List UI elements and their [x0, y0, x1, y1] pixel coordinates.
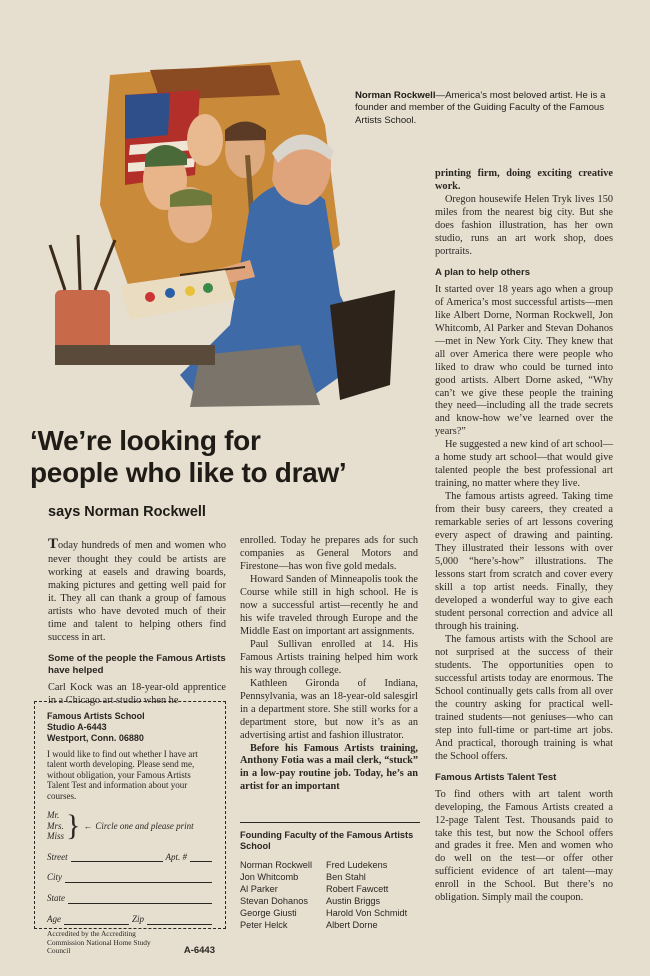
- faculty-name: Robert Fawcett: [326, 884, 389, 895]
- faculty-name: Austin Briggs: [326, 896, 381, 907]
- paragraph: Oregon housewife Helen Tryk lives 150 miles from the nearest big city. But she does fashion illustration, has her own studio, runs an art work shop, does portraits.: [435, 193, 613, 257]
- faculty-name: Stevan Dohanos: [240, 896, 308, 907]
- faculty-name: Norman Rockwell: [240, 860, 312, 871]
- faculty-name: Albert Dorne: [326, 919, 378, 930]
- paragraph: Howard Sanden of Minneapolis took the Course while still in high school. He is now a successful artist—recently he and his wife traveled through Europe and the Middle East on important art assignments.: [240, 573, 418, 637]
- headline-line-1: ‘We’re looking for: [30, 425, 261, 456]
- intro-paragraph: Today hundreds of men and women who never thought they could be artists are working at easels and drawing boards, making pictures and getting well paid for it. They all can thank a group of famous artists who have devoted much of their time and talent to helping others find success in art.: [48, 536, 226, 643]
- street-field[interactable]: Street Apt. #: [47, 852, 215, 863]
- headline: [30, 425, 430, 490]
- title-mr[interactable]: Mr.: [47, 810, 60, 821]
- paragraph: Paul Sullivan enrolled at 14. His Famous Artists training helped him work his way through college.: [240, 638, 418, 676]
- coupon-code: A-6443: [183, 944, 215, 956]
- founding-faculty-box: [240, 822, 420, 932]
- paragraph: He suggested a new kind of art school—a home study art school—that would give talented people the best professional art training, no matter where they live.: [435, 439, 613, 490]
- section-heading-plan: A plan to help others: [435, 266, 531, 278]
- mail-coupon[interactable]: [34, 701, 226, 956]
- faculty-name: Harold Von Schmidt: [326, 907, 408, 918]
- circle-instruction: Circle one and please print: [95, 820, 194, 831]
- faculty-name: Ben Stahl: [326, 872, 366, 883]
- city-field[interactable]: City: [47, 872, 215, 883]
- paragraph: To find others with art talent worth developing, the Famous Artists created a 12-page Talent Test. Thousands paid to take this test, but now the School offers and grades it free. Men and women who do well on the test—or offer other sufficient evidence of art talent—may enroll in the School. But there’s no obligation. Simply mail the coupon.: [435, 788, 613, 904]
- title-selector[interactable]: [47, 810, 215, 841]
- faculty-name: Jon Whitcomb: [240, 872, 299, 883]
- section-heading-talent-test: Famous Artists Talent Test: [435, 771, 557, 783]
- title-miss[interactable]: Miss: [47, 831, 65, 842]
- faculty-name: Al Parker: [240, 884, 278, 895]
- coupon-address: Famous Artists School Studio A-6443 Westport, Conn. 06880: [47, 711, 145, 743]
- age-zip-field[interactable]: Age Zip: [47, 914, 215, 925]
- accreditation: Accredited by the Accrediting Commission National Home Study Council A-6443: [47, 928, 215, 956]
- subhead: says Norman Rockwell: [48, 504, 206, 520]
- headline-line-2: people who like to draw’: [30, 457, 347, 489]
- title-mrs[interactable]: Mrs.: [47, 820, 64, 831]
- paragraph: printing firm, doing exciting creative work.: [435, 168, 613, 192]
- paragraph: It started over 18 years ago when a group of America’s most successful artists—men like Albert Dorne, Norman Rockwell, Jon Whitcomb, Al Parker and Stevan Dohanos—met in New York City. They knew that all over America there were people who liked to draw who could be turned into good artists. Albert Dorne asked, “Why can’t we give these people the training they need—including all the trade secrets and know-how we’ve learned over the years?”: [435, 283, 613, 438]
- section-heading-people-helped: Some of the people the Famous Artists have helped: [48, 652, 226, 676]
- paragraph: The famous artists agreed. Taking time from their busy careers, they created a remarkable series of art lessons covering every aspect of drawing and painting. They illustrated their lessons with over 5,000 “here’s-how” illustrations. The lessons start from scratch and cover every skill a top artist needs. Finally, they developed a wonderful way to give each student personal correction and advice all through his training.: [435, 491, 613, 632]
- column-2: [240, 535, 418, 794]
- column-1: [48, 535, 226, 708]
- arrow-left-icon: ←: [83, 820, 93, 831]
- paragraph: The famous artists with the School are not surprised at the success of their students. The opportunities open to successful artists today are enormous. The School continually gets calls from all over the country asking for practical well-trained students—not geniuses—who can step into full-time or part-time art jobs. And practical, thorough training is what the School offers.: [435, 633, 613, 762]
- column-3: [435, 168, 613, 905]
- paragraph: Carl Kock was an 18-year-old apprentice in a Chicago art studio when he: [48, 681, 226, 706]
- illustration-caption: Norman Rockwell—America’s most beloved artist. He is a founder and member of the Guiding Faculty of the Famous Artists School.: [355, 90, 606, 126]
- faculty-names: [240, 860, 420, 931]
- faculty-name: Peter Helck: [240, 919, 288, 930]
- paragraph: enrolled. Today he prepares ads for such companies as General Motors and Firestone—has won five gold medals.: [240, 535, 418, 572]
- faculty-name: Fred Ludekens: [326, 860, 388, 871]
- faculty-heading: Founding Faculty of the Famous Artists School: [240, 830, 414, 852]
- paragraph: Before his Famous Artists training, Anthony Fotia was a mail clerk, “stuck” in a low-pay routine job. Today, he’s an artist for an important: [240, 742, 418, 793]
- paragraph: Kathleen Gironda of Indiana, Pennsylvania, was an 18-year-old salesgirl in a department store. She still works for a department store, but now it’s as an advertising artist and fashion illustrator.: [240, 677, 418, 741]
- coupon-request-text: I would like to find out whether I have art talent worth developing. Please send me, without obligation, your Famous Artists Talent Test and information about your courses.: [47, 748, 198, 801]
- brace-glyph: }: [66, 809, 81, 842]
- faculty-name: George Giusti: [240, 907, 297, 918]
- state-field[interactable]: State: [47, 893, 215, 904]
